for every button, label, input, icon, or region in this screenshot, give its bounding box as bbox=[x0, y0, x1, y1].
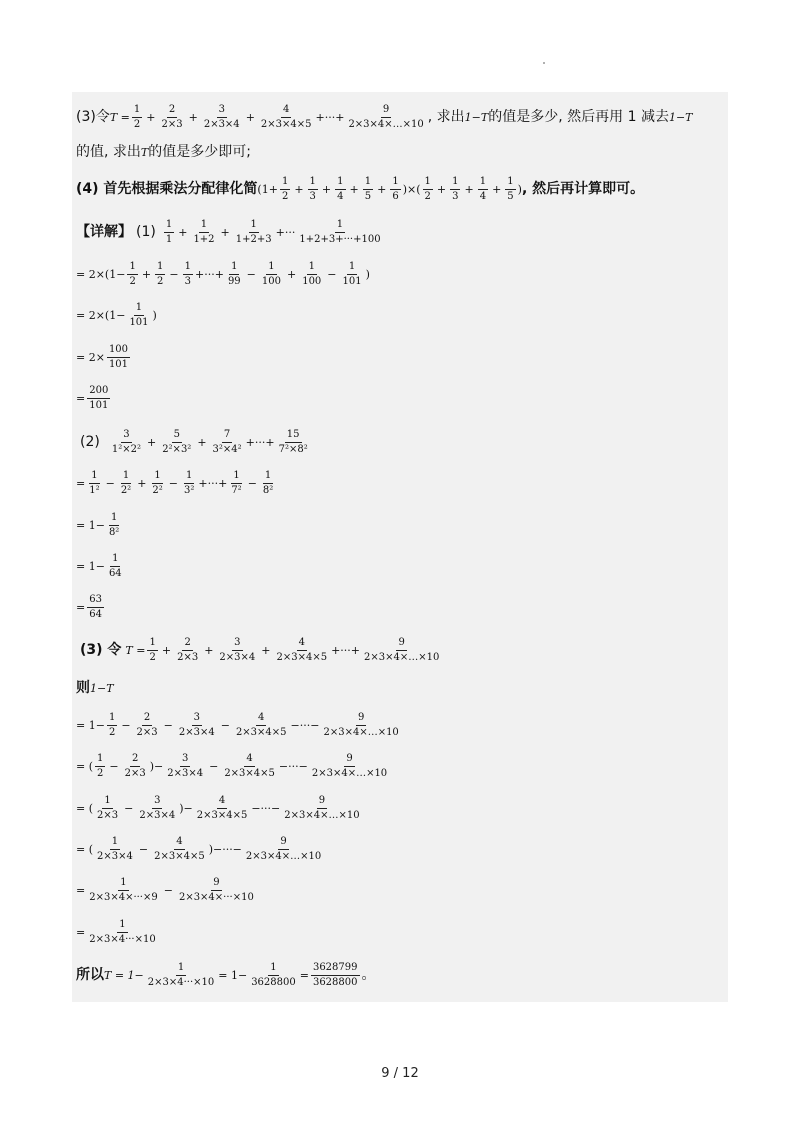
fraction: $\frac{9}{2\times 3\times 4\times\dots\times 10}$ bbox=[323, 712, 399, 738]
fraction: $\frac{1}{2}$ bbox=[157, 261, 164, 287]
line-p1-step3 bbox=[76, 344, 132, 370]
math-text: = 1− bbox=[218, 968, 248, 982]
fraction: $\frac{1}{6}$ bbox=[392, 176, 399, 202]
fraction: $\frac{1}{\text{8²}}$ bbox=[108, 512, 120, 538]
fraction: $\frac{1}{1}$ bbox=[165, 219, 173, 245]
fraction: $\frac{3}{2\times 3\times 4}$ bbox=[178, 712, 215, 738]
text: 。 bbox=[361, 967, 376, 983]
math-text: −···− bbox=[290, 718, 320, 732]
math-text: = 1− bbox=[76, 559, 105, 573]
math-text: = bbox=[299, 968, 309, 982]
line-p3-then bbox=[76, 681, 114, 695]
fraction: $\frac{1}{2\times 3\times 4\cdot\cdot\cdot\times 10}$ bbox=[147, 962, 215, 988]
fraction: $\frac{1}{3}$ bbox=[184, 261, 191, 287]
fraction: $\frac{1}{\text{3²}}$ bbox=[184, 470, 195, 496]
fraction: $\frac{3}{2\times 3\times 4}$ bbox=[167, 753, 204, 779]
scan-speck bbox=[543, 62, 545, 64]
text: 的值是多少, 然后再用 1 减去 bbox=[488, 109, 669, 125]
math-text: = bbox=[76, 391, 86, 405]
fraction: $\frac{1}{2\times 3\times 4\cdot\cdot\cdot\times 10}$ bbox=[89, 919, 156, 945]
fraction: $\frac{9}{2\times 3\times 4\times\dots\times 10}$ bbox=[284, 795, 360, 821]
text: (3) 令 bbox=[80, 642, 122, 658]
fraction: $\frac{3}{2\times 3\times 4}$ bbox=[139, 795, 176, 821]
fraction: $\frac{1}{2\times 3\times 4}$ bbox=[97, 836, 133, 862]
math-text: ) bbox=[365, 267, 370, 281]
fraction: $\frac{1}{\text{2²}}$ bbox=[152, 470, 163, 496]
fraction: $\frac{5}{\text{2²×3²}}$ bbox=[162, 429, 192, 455]
line-p2-result bbox=[76, 594, 106, 620]
text: 则 bbox=[76, 680, 90, 696]
math-text: = bbox=[76, 600, 86, 614]
line-p3-step5: = $\frac{1}{2\times 3\times 4\times\cdot\cdot\cdot\times 9}$ − $\frac{9}{2\times 3\times 4\times\cdot\cdot\cdot\times 10}$ bbox=[76, 877, 254, 903]
text: (1) bbox=[136, 224, 156, 240]
math-text: T = bbox=[125, 643, 146, 657]
math-text: = ( bbox=[76, 801, 94, 815]
line-p3-step3: = ( $\frac{1}{2\times 3}$ − $\frac{3}{2\times 3\times 4}$ )− $\frac{4}{2\times 3\times 4\times 5}$ −···− $\frac{9}{2\times 3\times 4\times\dots\times 10}$ bbox=[76, 795, 360, 821]
line-part3: (3) 令 T = $\frac{1}{2}$ + $\frac{2}{2\times 3}$ + $\frac{3}{2\times 3\times 4}$ + $\frac{4}{2\times 3\times 4\times 5}$ +···+ $\frac{9}{2\times 3\times 4\times\dots\times 10}$ bbox=[80, 637, 440, 663]
line-p3-conclusion bbox=[76, 962, 376, 988]
fraction: $\frac{1}{1+2+3+\cdot\cdot\cdot+100}$ bbox=[299, 219, 381, 245]
fraction: $\frac{1}{\text{7²}}$ bbox=[231, 470, 242, 496]
fraction: $\frac{1}{99}$ bbox=[227, 261, 241, 287]
line-p1-step2 bbox=[76, 302, 157, 328]
math-text: = bbox=[76, 476, 86, 490]
math-text: = 1− bbox=[76, 518, 105, 532]
fraction: $\frac{1}{\text{8²}}$ bbox=[262, 470, 274, 496]
math-text: T bbox=[140, 145, 149, 159]
fraction: $\frac{1}{3}$ bbox=[309, 176, 316, 202]
math-text: T = bbox=[109, 110, 130, 124]
text: , 然后再计算即可。 bbox=[521, 181, 645, 197]
fraction: $\frac{1}{4}$ bbox=[337, 176, 344, 202]
fraction: $\frac{1}{2}$ bbox=[108, 712, 116, 738]
math-text: 1−T bbox=[90, 681, 114, 695]
math-text: +···+ bbox=[198, 476, 228, 490]
text: 所以 bbox=[76, 967, 104, 983]
fraction: $\frac{1}{\text{1²}}$ bbox=[89, 470, 100, 496]
fraction: $\frac{4}{2\times 3\times 4\times 5}$ bbox=[235, 712, 287, 738]
math-text: )− bbox=[179, 801, 193, 815]
fraction: $\frac{9}{2\times 3\times 4\times\dots\times 10}$ bbox=[245, 836, 322, 862]
line-p1-step1: = 2×(1− $\frac{1}{2}$ + $\frac{1}{2}$ − $\frac{1}{3}$ +···+ $\frac{1}{99}$ − $\frac{1}{100}$ + $\frac{1}{100}$ − $\frac{1}{101}$ ) bbox=[76, 261, 370, 287]
text: 的值是多少即可; bbox=[148, 144, 251, 160]
math-text: ) bbox=[517, 182, 522, 196]
line-part3-method: (3)令 T = $\frac{1}{2}$ + $\frac{2}{2\times 3}$ + $\frac{3}{2\times 3\times 4}$ + $\frac{4}{2\times 3\times 4\times 5}$ +···+ $\frac{9}{2\times 3\times 4\times\dots\times 10}$ , 求出 1−T 的值是多少, 然后再用 1 减去 1−T bbox=[76, 104, 693, 130]
fraction: $\frac{9}{2\times 3\times 4\times\dots\times 10}$ bbox=[311, 753, 388, 779]
fraction: $\frac{1}{2}$ bbox=[149, 637, 156, 663]
math-text: +··· bbox=[275, 225, 296, 239]
math-text: +···+ bbox=[245, 435, 275, 449]
detail-heading: 【详解】 bbox=[76, 224, 132, 240]
fraction: $\frac{1}{1+2+3}$ bbox=[235, 219, 272, 245]
math-text: −···− bbox=[251, 801, 281, 815]
fraction: $\frac{1}{2\times 3}$ bbox=[97, 795, 119, 821]
math-text: )− bbox=[149, 759, 164, 773]
fraction: $\frac{1}{1+2}$ bbox=[193, 219, 215, 245]
page-number: 9 / 12 bbox=[381, 1066, 419, 1081]
fraction: $\frac{4}{2\times 3\times 4\times 5}$ bbox=[154, 836, 205, 862]
fraction: $\frac{1}{2}$ bbox=[424, 176, 431, 202]
fraction: $\frac{4}{2\times 3\times 4\times 5}$ bbox=[224, 753, 275, 779]
fraction: $\frac{4}{2\times 3\times 4\times 5}$ bbox=[260, 104, 312, 130]
line-p3-step2: = ( $\frac{1}{2}$ − $\frac{2}{2\times 3}$ )− $\frac{3}{2\times 3\times 4}$ − $\frac{4}{2\times 3\times 4\times 5}$ −···− $\frac{9}{2\times 3\times 4\times\dots\times 10}$ bbox=[76, 753, 388, 779]
fraction: $\frac{200}{101}$ bbox=[89, 385, 109, 411]
fraction: $\frac{4}{2\times 3\times 4\times 5}$ bbox=[196, 795, 248, 821]
fraction: $\frac{2}{2\times 3}$ bbox=[161, 104, 183, 130]
math-text: T = 1− bbox=[104, 968, 144, 982]
fraction: $\frac{9}{2\times 3\times 4\times\dots\times 10}$ bbox=[364, 637, 440, 663]
text: (2) bbox=[80, 434, 100, 450]
text: 的值, 求出 bbox=[76, 144, 141, 160]
math-text: (1+ bbox=[257, 182, 278, 196]
math-text: −···− bbox=[278, 759, 308, 773]
text: (3)令 bbox=[76, 109, 110, 125]
fraction: $\frac{2}{2\times 3}$ bbox=[177, 637, 199, 663]
fraction: $\frac{1}{3}$ bbox=[452, 176, 459, 202]
math-text: = 1− bbox=[76, 718, 105, 732]
math-text: +···+ bbox=[195, 267, 224, 281]
fraction: $\frac{3628799}{3628800}$ bbox=[312, 962, 358, 988]
math-text: 1−T bbox=[464, 110, 489, 124]
fraction: $\frac{1}{2}$ bbox=[281, 176, 289, 202]
fraction: $\frac{1}{2\times 3\times 4\times\cdot\cdot\cdot\times 9}$ bbox=[89, 877, 158, 903]
math-text: +···+ bbox=[331, 643, 361, 657]
math-text: )×( bbox=[402, 182, 421, 196]
fraction: $\frac{1}{64}$ bbox=[108, 553, 122, 579]
fraction: $\frac{7}{\text{3²×4²}}$ bbox=[212, 429, 242, 455]
fraction: $\frac{1}{4}$ bbox=[479, 176, 487, 202]
fraction: $\frac{4}{2\times 3\times 4\times 5}$ bbox=[276, 637, 328, 663]
fraction: $\frac{1}{3628800}$ bbox=[251, 962, 296, 988]
fraction: $\frac{15}{\text{7²×8²}}$ bbox=[278, 429, 308, 455]
fraction: $\frac{1}{5}$ bbox=[507, 176, 514, 202]
math-text: +···+ bbox=[315, 110, 345, 124]
fraction: $\frac{1}{2}$ bbox=[133, 104, 141, 130]
line-part2: (2) $\frac{3}{\text{1²×2²}}$ + $\frac{5}{\text{2²×3²}}$ + $\frac{7}{\text{3²×4²}}$ +···+ $\frac{15}{\text{7²×8²}}$ bbox=[80, 429, 308, 455]
math-text: = bbox=[76, 883, 86, 897]
fraction: $\frac{1}{100}$ bbox=[261, 261, 281, 287]
math-text: = 2×(1− bbox=[76, 308, 126, 322]
line-p1-result bbox=[76, 385, 112, 411]
fraction: $\frac{2}{2\times 3}$ bbox=[124, 753, 146, 779]
line-detail-part1: 【详解】 (1) $\frac{1}{1}$ + $\frac{1}{1+2}$ + $\frac{1}{1+2+3}$ +··· $\frac{1}{1+2+3+\cdot\cdot\cdot+100}$ bbox=[76, 219, 381, 245]
line-p2-step3 bbox=[76, 553, 126, 579]
fraction: $\frac{1}{2}$ bbox=[129, 261, 136, 287]
fraction: $\frac{3}{\text{1²×2²}}$ bbox=[111, 429, 141, 455]
line-p2-step2 bbox=[76, 512, 123, 538]
fraction: $\frac{63}{64}$ bbox=[89, 594, 102, 620]
text: , 求出 bbox=[427, 109, 465, 125]
line-part4-method: (4) 首先根据乘法分配律化简 (1+ $\frac{1}{2}$ + $\frac{1}{3}$ + $\frac{1}{4}$ + $\frac{1}{5}$ + $\frac{1}{6}$ )×( $\frac{1}{2}$ + $\frac{1}{3}$ + $\frac{1}{4}$ + $\frac{1}{5}$ ) , 然后再计算即可。 bbox=[76, 176, 645, 202]
fraction: $\frac{2}{2\times 3}$ bbox=[136, 712, 158, 738]
math-text: ) bbox=[152, 308, 157, 322]
fraction: $\frac{1}{101}$ bbox=[342, 261, 362, 287]
text: (4) 首先根据乘法分配律化简 bbox=[76, 181, 258, 197]
fraction: $\frac{1}{100}$ bbox=[302, 261, 322, 287]
line-part3-method-cont bbox=[76, 145, 251, 159]
math-text: = bbox=[76, 925, 86, 939]
line-p3-step1: = 1− $\frac{1}{2}$ − $\frac{2}{2\times 3}$ − $\frac{3}{2\times 3\times 4}$ − $\frac{4}{2\times 3\times 4\times 5}$ −···− $\frac{9}{2\times 3\times 4\times\dots\times 10}$ bbox=[76, 712, 399, 738]
fraction: $\frac{3}{2\times 3\times 4}$ bbox=[203, 104, 240, 130]
math-text: 1−T bbox=[668, 110, 693, 124]
fraction: $\frac{1}{\text{2²}}$ bbox=[120, 470, 132, 496]
fraction: $\frac{100}{101}$ bbox=[108, 344, 129, 370]
fraction: $\frac{1}{2}$ bbox=[97, 753, 104, 779]
math-text: )−···− bbox=[208, 842, 242, 856]
fraction: $\frac{3}{2\times 3\times 4}$ bbox=[219, 637, 256, 663]
line-p3-step4: = ( $\frac{1}{2\times 3\times 4}$ − $\frac{4}{2\times 3\times 4\times 5}$ )−···− $\frac{9}{2\times 3\times 4\times\dots\times 10}$ bbox=[76, 836, 322, 862]
math-text: = ( bbox=[76, 842, 94, 856]
fraction: $\frac{9}{2\times 3\times 4\times\cdot\cdot\cdot\times 10}$ bbox=[178, 877, 254, 903]
line-p2-step1: = $\frac{1}{\text{1²}}$ − $\frac{1}{\text{2²}}$ + $\frac{1}{\text{2²}}$ − $\frac{1}{\text{3²}}$ +···+ $\frac{1}{\text{7²}}$ − $\frac{1}{\text{8²}}$ bbox=[76, 470, 274, 496]
fraction: $\frac{1}{5}$ bbox=[364, 176, 372, 202]
fraction: $\frac{1}{101}$ bbox=[129, 302, 149, 328]
line-p3-step6 bbox=[76, 919, 160, 945]
math-text: = 2× bbox=[76, 350, 105, 364]
math-text: = 2×(1− bbox=[76, 267, 126, 281]
fraction: $\frac{9}{2\times 3\times 4\times\dots\times 10}$ bbox=[348, 104, 424, 130]
math-text: = ( bbox=[76, 759, 94, 773]
